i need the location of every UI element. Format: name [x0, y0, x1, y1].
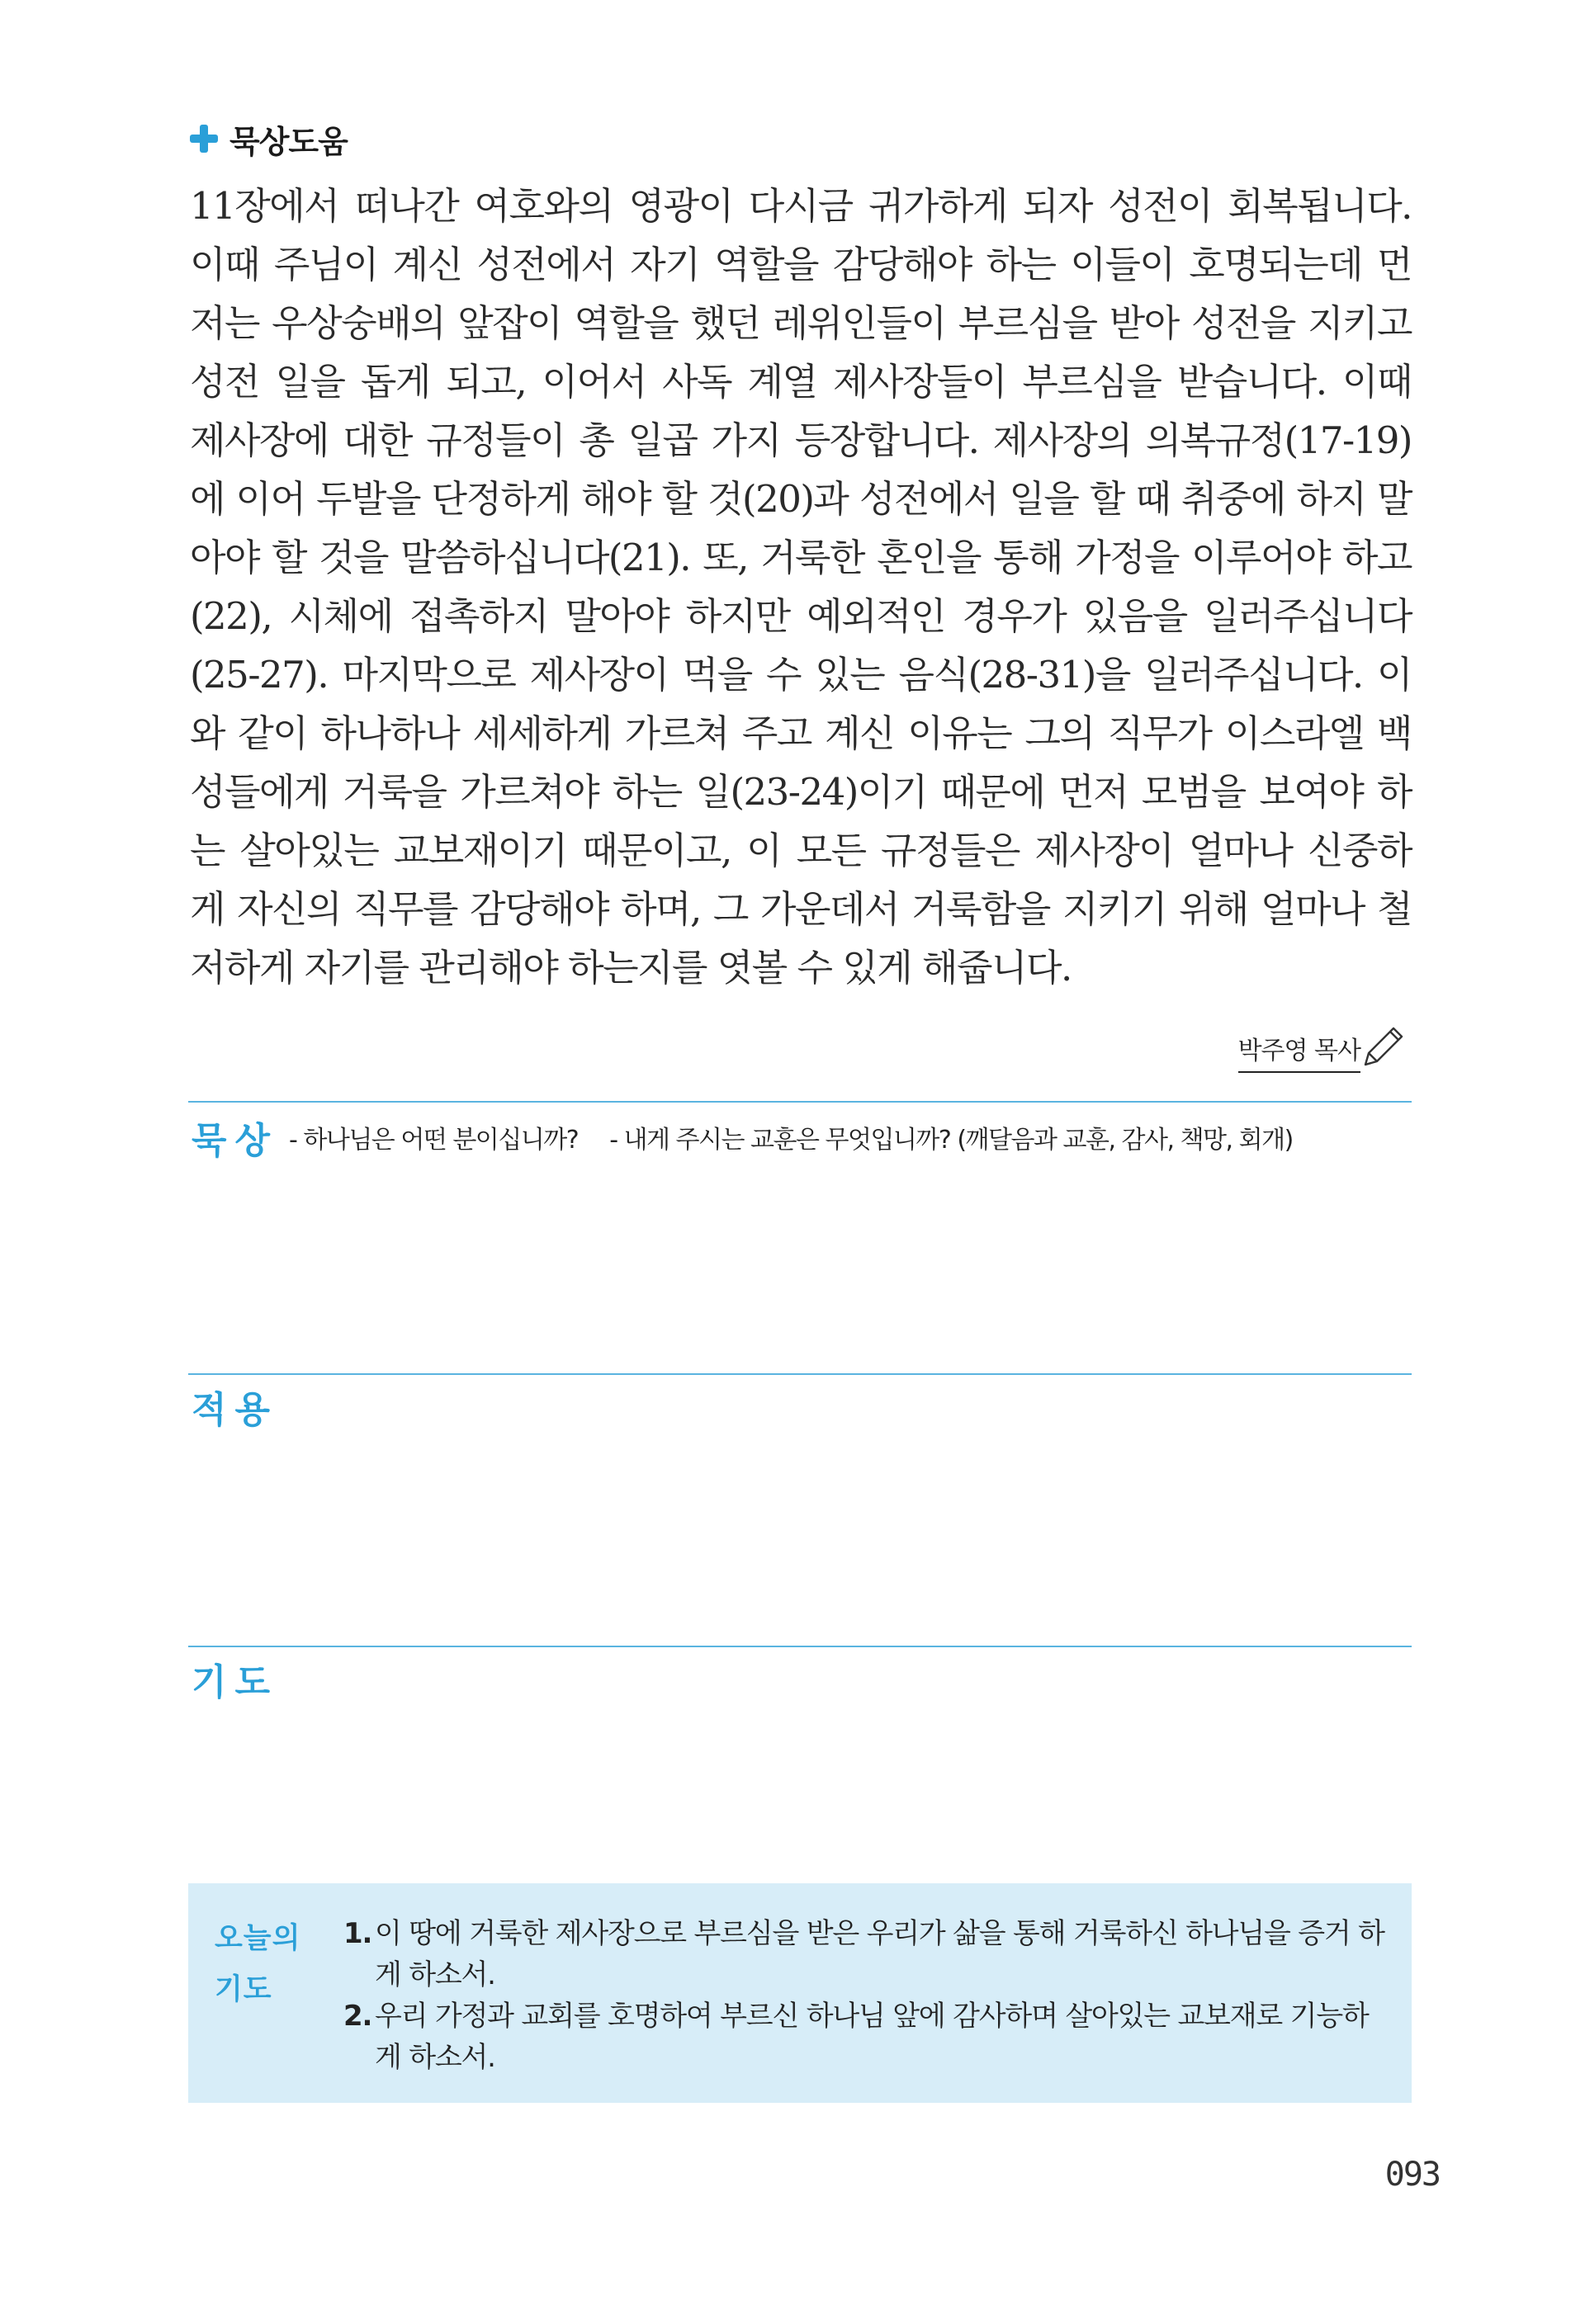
page-number: 093	[1384, 2156, 1440, 2194]
prayer-item	[343, 1913, 1387, 1996]
todays-prayer-list	[343, 1913, 1387, 2078]
body-line: 성전 일을 돕게 되고, 이어서 사독 계열 제사장들이 부르심을 받습니다. 이때	[190, 360, 1412, 404]
body-line: (25-27). 마지막으로 제사장이 먹을 수 있는 음식(28-31)을 일러주십니다. 이	[190, 653, 1412, 697]
prompt-lesson: - 내게 주시는 교훈은 무엇입니까? (깨달음과 교훈, 감사, 책망, 회개)	[609, 1126, 1293, 1155]
prompt-who-is-god: - 하나님은 어떤 분이십니까?	[289, 1126, 579, 1155]
meditation-help-text	[190, 177, 1412, 997]
body-line: 11장에서 떠나간 여호와의 영광이 다시금 귀가하게 되자 성전이 회복됩니다.	[190, 184, 1412, 228]
prayer-item-number: 1.	[343, 1917, 372, 1950]
body-line: 는 살아있는 교보재이기 때문이고, 이 모든 규정들은 제사장이 얼마나 신중하	[190, 829, 1412, 872]
body-line: 성들에게 거룩을 가르쳐야 하는 일(23-24)이기 때문에 먼저 모범을 보여야 하	[190, 770, 1412, 814]
body-line: 아야 할 것을 말씀하십니다(21). 또, 거룩한 혼인을 통해 가정을 이루어야 하고	[190, 536, 1412, 579]
muksang-divider	[188, 1101, 1412, 1103]
body-line: 에 이어 두발을 단정하게 해야 할 것(20)과 성전에서 일을 할 때 취중에 하지 말	[190, 477, 1412, 521]
prayer-label: 기도	[192, 1661, 279, 1703]
pencil-icon	[1357, 1020, 1410, 1073]
todays-prayer-label	[215, 1913, 300, 2015]
body-line: 저는 우상숭배의 앞잡이 역할을 했던 레위인들이 부르심을 받아 성전을 지키고	[190, 301, 1412, 345]
application-divider	[188, 1373, 1412, 1375]
plus-icon	[190, 125, 218, 153]
application-label: 적용	[192, 1389, 279, 1431]
todays-prayer-label-line1: 오늘의	[215, 1922, 301, 1955]
body-line: (22), 시체에 접촉하지 말아야 하지만 예외적인 경우가 있음을 일러주십니다	[190, 594, 1412, 638]
prayer-item-number: 2.	[343, 2000, 372, 2033]
todays-prayer-label-line2: 기도	[215, 1973, 272, 2006]
prayer-item-text: 이 땅에 거룩한 제사장으로 부르심을 받은 우리가 삶을 통해 거룩하신 하나님을 증거 하게 하소서.	[375, 1917, 1384, 1991]
section-title: 묵상도움	[229, 123, 348, 160]
author-signature	[1238, 1013, 1410, 1073]
muksang-label: 묵상	[192, 1120, 279, 1162]
prayer-item	[343, 1996, 1387, 2078]
prayer-divider	[188, 1646, 1412, 1647]
body-line: 와 같이 하나하나 세세하게 가르쳐 주고 계신 이유는 그의 직무가 이스라엘 백	[190, 711, 1412, 755]
body-line: 저하게 자기를 관리해야 하는지를 엿볼 수 있게 해줍니다.	[190, 946, 1072, 990]
body-line: 게 자신의 직무를 감당해야 하며, 그 가운데서 거룩함을 지키기 위해 얼마나 철	[190, 887, 1412, 931]
prayer-item-text: 우리 가정과 교회를 호명하여 부르신 하나님 앞에 감사하며 살아있는 교보재로 기능하게 하소서.	[375, 2000, 1369, 2074]
section-header	[190, 116, 348, 162]
body-line: 이때 주님이 계신 성전에서 자기 역할을 감당해야 하는 이들이 호명되는데 먼	[190, 243, 1412, 286]
todays-prayer-box	[188, 1883, 1412, 2103]
muksang-prompts	[289, 1119, 1318, 1155]
author-name: 박주영 목사	[1238, 1030, 1360, 1073]
body-line: 제사장에 대한 규정들이 총 일곱 가지 등장합니다. 제사장의 의복규정(17-19)	[190, 418, 1412, 462]
